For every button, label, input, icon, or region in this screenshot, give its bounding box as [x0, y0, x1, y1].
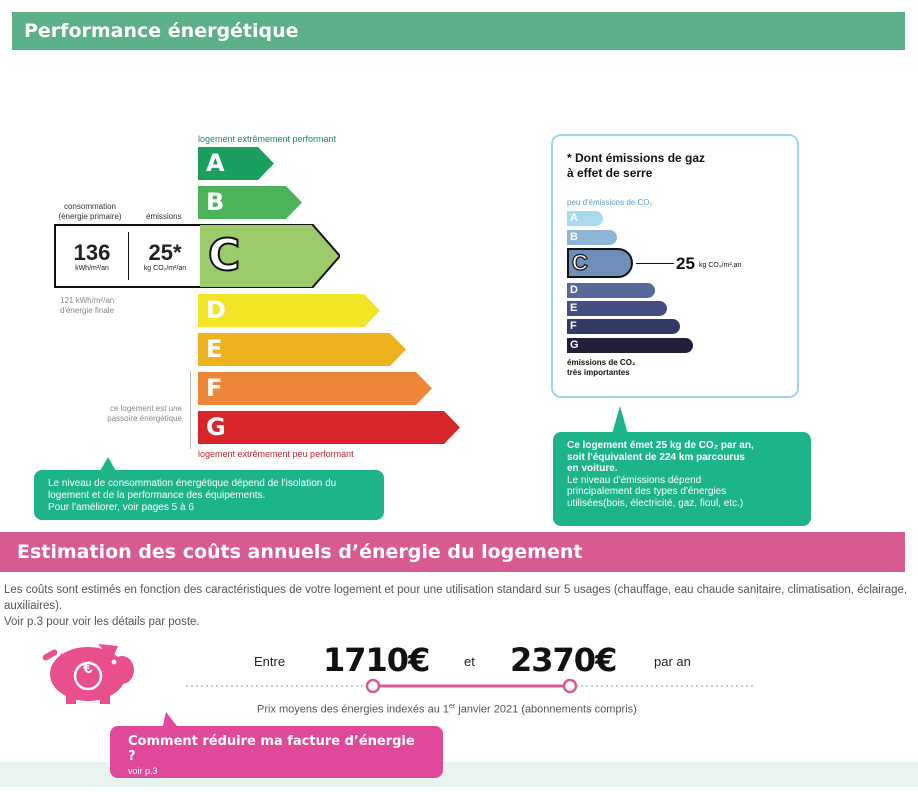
- ges-class-e: [567, 301, 667, 316]
- cost-max-value: 2370€: [510, 641, 617, 679]
- costs-description: [4, 582, 916, 630]
- dpe-top-label: logement extrêmement performant: [198, 134, 337, 144]
- reduce-bill-link[interactable]: voir p.3: [128, 766, 158, 776]
- dpe-class-e: [198, 333, 406, 366]
- ges-top-label: peu d'émissions de CO₂: [567, 198, 653, 207]
- dpe-class-letter: D: [206, 296, 226, 324]
- dpe-class-f: [198, 372, 432, 405]
- cost-min-marker: [367, 680, 379, 692]
- cost-between-label: Entre: [254, 654, 286, 669]
- dpe-class-d: [198, 294, 380, 327]
- cost-per-year-label: par an: [654, 654, 691, 669]
- ges-tip-box: [553, 432, 811, 526]
- ges-class-f: [567, 319, 680, 334]
- passoire-label: ce logement est une passoire énergétique: [107, 404, 182, 423]
- dpe-class-letter: A: [206, 149, 225, 177]
- prices-note-sup: er: [449, 703, 456, 710]
- ges-bottom-label: émissions de CO₂ très importantes: [567, 358, 636, 377]
- ges-class-c: [567, 248, 633, 278]
- ges-class-letter: G: [570, 339, 579, 351]
- ges-value: 25: [676, 254, 695, 273]
- reduce-bill-title[interactable]: Comment réduire ma facture d’énergie ?: [128, 734, 415, 764]
- ges-tip-bold: Ce logement émet 25 kg de CO₂ par an, soit l'équivalent de 224 km parcourus en voiture.: [567, 440, 754, 474]
- ges-class-letter: C: [572, 250, 588, 275]
- dpe-class-letter: C: [208, 230, 241, 281]
- energy-tip-text: Le niveau de consommation énergétique dépend de l'isolation du logement et de la performance des équipements. Pour l'améliorer, voir pages 5 à 6: [48, 478, 337, 513]
- dpe-class-c: [198, 224, 340, 288]
- ges-class-letter: B: [570, 231, 578, 243]
- ges-value-line: [636, 263, 674, 264]
- dpe-class-letter: E: [206, 335, 223, 363]
- dpe-class-letter: F: [206, 374, 223, 402]
- consumption-unit: kWh/m²/an: [75, 265, 109, 272]
- piggy-euro-symbol: €: [83, 658, 93, 677]
- ges-class-letter: F: [570, 320, 577, 332]
- dpe-class-g: [198, 411, 460, 444]
- prices-note-pre: Prix moyens des énergies indexés au 1: [257, 703, 449, 716]
- ges-class-a: [567, 211, 603, 226]
- emissions-label: émissions: [146, 212, 182, 221]
- dpe-class-b: [198, 186, 302, 219]
- ges-unit: kg CO₂/m².an: [699, 262, 742, 269]
- dpe-values-divider: [128, 232, 129, 280]
- dpe-bottom-label: logement extrêmement peu performant: [198, 449, 354, 459]
- cost-min-value: 1710€: [323, 641, 430, 679]
- dpe-class-letter: G: [206, 413, 226, 441]
- ges-title: * Dont émissions de gaz à effet de serre: [567, 151, 706, 180]
- costs-see-page: Voir p.3 pour voir les détails par poste.: [4, 616, 200, 628]
- ges-class-d: [567, 283, 655, 298]
- prices-note-post: janvier 2021 (abonnements compris): [455, 703, 637, 716]
- cost-max-marker: [564, 680, 576, 692]
- ges-tip-text: Le niveau d'émissions dépend principalement des types d'énergies utilisées(bois, électricité, gaz, fioul, etc.): [567, 474, 744, 509]
- bottom-edge: [0, 787, 918, 792]
- cost-and-label: et: [464, 654, 475, 669]
- performance-title: Performance énergétique: [24, 20, 299, 42]
- emissions-value: 25*: [148, 240, 182, 265]
- energy-tip-box: [34, 470, 384, 520]
- tip-right-pointer: [610, 404, 630, 434]
- dpe-class-letter: B: [206, 188, 225, 216]
- reduce-bill-tip[interactable]: [110, 726, 443, 778]
- emissions-unit: kg CO₂/m²/an: [143, 265, 187, 272]
- passoire-bracket: [190, 371, 191, 449]
- consumption-label: consommation (énergie primaire): [58, 202, 122, 221]
- costs-title: Estimation des coûts annuels d’énergie du logement: [17, 541, 583, 563]
- consumption-value: 136: [73, 240, 111, 265]
- ges-class-b: [567, 230, 617, 245]
- cost-range-bar: [186, 676, 756, 696]
- dpe-class-a: [198, 147, 274, 180]
- costs-description-text: Les coûts sont estimés en fonction des caractéristiques de votre logement et pour une utilisation standard sur 5 usages (chauffage, eau chaude sanitaire, climatisation, éclairage, auxiliaires).: [4, 584, 908, 612]
- ges-class-letter: A: [570, 212, 578, 224]
- final-energy-label: 121 kWh/m²/an d'énergie finale: [60, 296, 115, 315]
- ges-class-letter: E: [570, 302, 578, 314]
- ges-class-letter: D: [570, 284, 578, 296]
- tip-left-pointer: [98, 455, 118, 471]
- ges-class-g: [567, 338, 693, 353]
- prices-note: [257, 703, 637, 716]
